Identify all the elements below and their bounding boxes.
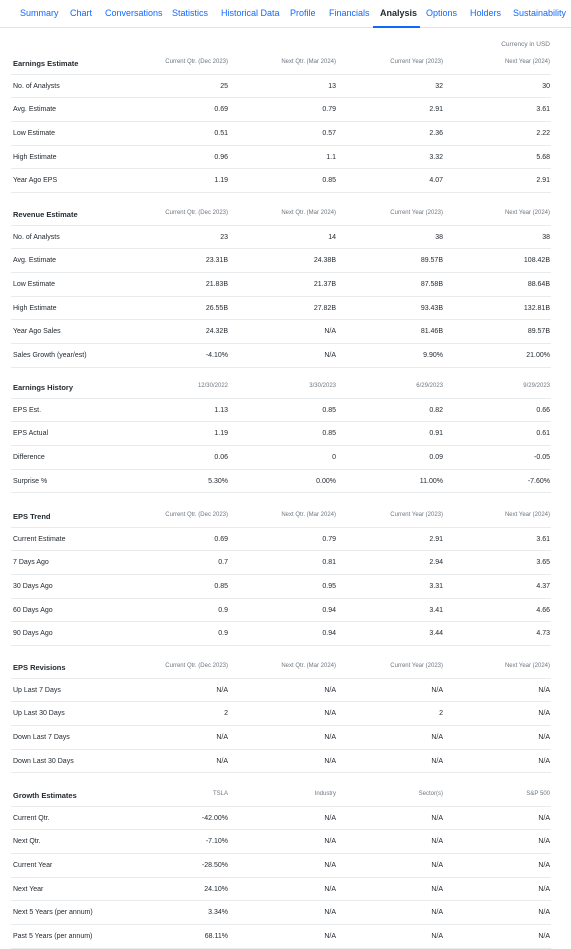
table-row <box>11 854 551 878</box>
table-revenue-estimate <box>11 202 551 368</box>
table-header-row <box>11 504 551 528</box>
column-header: 9/29/2023 <box>523 383 550 389</box>
row-label: Difference <box>13 454 45 462</box>
row-label: 30 Days Ago <box>13 583 53 591</box>
cell-value: 0.69 <box>214 535 228 543</box>
row-label: 60 Days Ago <box>13 606 53 614</box>
cell-value: 0.9 <box>218 606 228 614</box>
cell-value: N/A <box>431 885 443 893</box>
row-label: Current Estimate <box>13 535 66 543</box>
cell-value: 2.22 <box>536 130 550 138</box>
table-row <box>11 878 551 902</box>
cell-value: 21.83B <box>205 281 228 289</box>
cell-value: 0.57 <box>322 130 336 138</box>
active-tab-indicator <box>373 26 420 28</box>
cell-value: 0.09 <box>429 454 443 462</box>
row-label: High Estimate <box>13 153 57 161</box>
table-growth-estimates <box>11 783 551 949</box>
cell-value: 0.79 <box>322 106 336 114</box>
column-header: Next Year (2024) <box>504 512 550 518</box>
row-label: 7 Days Ago <box>13 559 49 567</box>
table-title: Growth Estimates <box>13 791 77 800</box>
cell-value: 0.85 <box>322 406 336 414</box>
cell-value: N/A <box>216 734 228 742</box>
table-row <box>11 702 551 726</box>
cell-value: 32 <box>435 82 443 90</box>
table-row <box>11 470 551 494</box>
cell-value: 93.43B <box>420 304 443 312</box>
column-header: Industry <box>314 791 336 797</box>
cell-value: 3.32 <box>429 153 443 161</box>
table-eps-trend <box>11 504 551 646</box>
table-row <box>11 273 551 297</box>
table-row <box>11 146 551 170</box>
tab-summary[interactable]: Summary <box>20 8 59 18</box>
cell-value: N/A <box>431 757 443 765</box>
quote-nav-tabs <box>0 0 571 28</box>
table-title: Earnings Estimate <box>13 59 79 68</box>
table-row <box>11 249 551 273</box>
table-row <box>11 750 551 774</box>
table-title: EPS Trend <box>13 512 51 521</box>
cell-value: N/A <box>324 710 336 718</box>
table-row <box>11 226 551 250</box>
cell-value: 30 <box>542 82 550 90</box>
table-title: Earnings History <box>13 383 74 392</box>
cell-value: 4.07 <box>429 177 443 185</box>
cell-value: 0.61 <box>536 430 550 438</box>
tab-conversations[interactable]: Conversations <box>105 8 163 18</box>
column-header: Next Year (2024) <box>504 59 550 65</box>
row-label: High Estimate <box>13 304 57 312</box>
cell-value: N/A <box>216 757 228 765</box>
table-row <box>11 446 551 470</box>
cell-value: N/A <box>324 862 336 870</box>
column-header: Next Year (2024) <box>504 210 550 216</box>
cell-value: 0.79 <box>322 535 336 543</box>
cell-value: 4.66 <box>536 606 550 614</box>
cell-value: N/A <box>538 686 550 694</box>
row-label: EPS Actual <box>13 430 49 438</box>
cell-value: 0.06 <box>214 454 228 462</box>
cell-value: 23 <box>220 233 228 241</box>
cell-value: N/A <box>324 933 336 941</box>
cell-value: 4.37 <box>536 583 550 591</box>
table-row <box>11 422 551 446</box>
cell-value: 3.61 <box>536 106 550 114</box>
cell-value: -4.10% <box>205 352 228 360</box>
cell-value: 14 <box>328 233 336 241</box>
column-header: Next Year (2024) <box>504 663 550 669</box>
row-label: Next Qtr. <box>13 838 41 846</box>
column-header: Current Qtr. (Dec 2023) <box>165 59 228 65</box>
table-eps-revisions <box>11 655 551 773</box>
cell-value: N/A <box>324 838 336 846</box>
row-label: No. of Analysts <box>13 82 60 90</box>
cell-value: 1.19 <box>214 177 228 185</box>
column-header: 12/30/2022 <box>197 383 228 389</box>
table-row <box>11 528 551 552</box>
cell-value: 0.82 <box>429 406 443 414</box>
cell-value: 0.91 <box>429 430 443 438</box>
cell-value: 1.13 <box>214 406 228 414</box>
cell-value: 68.11% <box>204 933 228 941</box>
cell-value: 3.44 <box>429 630 443 638</box>
cell-value: N/A <box>538 814 550 822</box>
row-label: Avg. Estimate <box>13 106 57 114</box>
cell-value: N/A <box>538 909 550 917</box>
cell-value: N/A <box>431 734 443 742</box>
cell-value: 2.94 <box>429 559 443 567</box>
row-label: No. of Analysts <box>13 233 60 241</box>
column-header: Current Year (2023) <box>390 59 443 65</box>
cell-value: N/A <box>431 933 443 941</box>
tab-historical-data[interactable]: Historical Data <box>221 8 280 18</box>
row-label: Current Year <box>13 862 53 870</box>
column-header: Current Year (2023) <box>390 210 443 216</box>
cell-value: 23.31B <box>205 257 228 265</box>
row-label: Past 5 Years (per annum) <box>13 933 93 941</box>
table-row <box>11 901 551 925</box>
cell-value: 0.94 <box>322 606 336 614</box>
cell-value: 3.31 <box>429 583 443 591</box>
cell-value: 1.1 <box>326 153 336 161</box>
table-title: Revenue Estimate <box>13 210 78 219</box>
cell-value: 0.51 <box>214 130 228 138</box>
cell-value: 25 <box>220 82 228 90</box>
table-title: EPS Revisions <box>13 663 66 672</box>
column-header: TSLA <box>212 791 228 797</box>
tab-analysis[interactable]: Analysis <box>380 8 418 18</box>
row-label: Down Last 30 Days <box>13 757 74 765</box>
cell-value: 2 <box>224 710 228 718</box>
cell-value: 0.95 <box>322 583 336 591</box>
cell-value: N/A <box>431 862 443 870</box>
row-label: Year Ago Sales <box>13 328 61 336</box>
cell-value: 0.96 <box>214 153 228 161</box>
cell-value: N/A <box>324 734 336 742</box>
cell-value: N/A <box>538 933 550 941</box>
table-row <box>11 169 551 193</box>
cell-value: N/A <box>324 757 336 765</box>
table-row <box>11 75 551 99</box>
tab-statistics[interactable]: Statistics <box>172 8 209 18</box>
column-header: Sector(s) <box>418 791 443 797</box>
row-label: Avg. Estimate <box>13 257 57 265</box>
cell-value: 89.57B <box>527 328 550 336</box>
row-label: Up Last 30 Days <box>13 710 65 718</box>
cell-value: N/A <box>538 862 550 870</box>
cell-value: 27.82B <box>313 304 336 312</box>
cell-value: 87.58B <box>420 281 443 289</box>
cell-value: 0.94 <box>322 630 336 638</box>
cell-value: N/A <box>538 757 550 765</box>
table-header-row <box>11 783 551 807</box>
cell-value: -7.10% <box>205 838 228 846</box>
cell-value: 0.85 <box>322 177 336 185</box>
table-earnings-estimate <box>11 51 551 193</box>
table-row <box>11 830 551 854</box>
cell-value: N/A <box>538 885 550 893</box>
cell-value: N/A <box>324 328 336 336</box>
column-header: Current Qtr. (Dec 2023) <box>165 512 228 518</box>
tab-sustainability[interactable]: Sustainability <box>513 8 567 18</box>
column-header: S&P 500 <box>526 791 550 797</box>
table-earnings-history <box>11 375 551 493</box>
cell-value: 38 <box>435 233 443 241</box>
cell-value: 13 <box>328 82 336 90</box>
table-row <box>11 320 551 344</box>
row-label: Down Last 7 Days <box>13 734 70 742</box>
row-label: Up Last 7 Days <box>13 686 61 694</box>
table-row <box>11 344 551 368</box>
table-header-row <box>11 202 551 226</box>
cell-value: 0.66 <box>536 406 550 414</box>
row-label: EPS Est. <box>13 406 42 414</box>
tab-profile[interactable]: Profile <box>290 8 316 18</box>
cell-value: 2.91 <box>429 535 443 543</box>
cell-value: N/A <box>431 838 443 846</box>
cell-value: 21.00% <box>526 352 550 360</box>
cell-value: 24.32B <box>205 328 228 336</box>
column-header: Next Qtr. (Mar 2024) <box>281 210 336 216</box>
cell-value: 3.34% <box>208 909 228 917</box>
cell-value: 2 <box>439 710 443 718</box>
cell-value: N/A <box>538 838 550 846</box>
cell-value: 3.41 <box>429 606 443 614</box>
cell-value: N/A <box>538 734 550 742</box>
cell-value: N/A <box>324 909 336 917</box>
cell-value: N/A <box>324 352 336 360</box>
table-row <box>11 122 551 146</box>
column-header: Current Year (2023) <box>390 512 443 518</box>
cell-value: 132.81B <box>523 304 550 312</box>
cell-value: 24.38B <box>313 257 336 265</box>
cell-value: 0.69 <box>214 106 228 114</box>
cell-value: 0.85 <box>214 583 228 591</box>
table-row <box>11 599 551 623</box>
cell-value: 0.81 <box>322 559 336 567</box>
table-row <box>11 575 551 599</box>
column-header: 3/30/2023 <box>309 383 336 389</box>
cell-value: 3.61 <box>536 535 550 543</box>
row-label: Low Estimate <box>13 281 56 289</box>
table-header-row <box>11 655 551 679</box>
row-label: Low Estimate <box>13 130 56 138</box>
cell-value: 0 <box>332 454 336 462</box>
cell-value: 5.68 <box>536 153 550 161</box>
row-label: Next Year <box>13 885 44 893</box>
cell-value: 81.46B <box>420 328 443 336</box>
row-label: Sales Growth (year/est) <box>13 352 87 360</box>
cell-value: 5.30% <box>208 477 228 485</box>
cell-value: -7.60% <box>527 477 550 485</box>
table-row <box>11 297 551 321</box>
cell-value: 3.65 <box>536 559 550 567</box>
table-header-row <box>11 375 551 399</box>
cell-value: 1.19 <box>214 430 228 438</box>
tab-financials[interactable]: Financials <box>329 8 370 18</box>
cell-value: N/A <box>324 885 336 893</box>
cell-value: 2.36 <box>429 130 443 138</box>
table-row <box>11 399 551 423</box>
cell-value: N/A <box>216 686 228 694</box>
cell-value: N/A <box>538 710 550 718</box>
table-row <box>11 925 551 949</box>
row-label: 90 Days Ago <box>13 630 53 638</box>
column-header: Next Qtr. (Mar 2024) <box>281 59 336 65</box>
tab-options[interactable]: Options <box>426 8 458 18</box>
tab-holders[interactable]: Holders <box>470 8 502 18</box>
column-header: Next Qtr. (Mar 2024) <box>281 512 336 518</box>
table-row <box>11 679 551 703</box>
cell-value: N/A <box>431 814 443 822</box>
row-label: Year Ago EPS <box>13 177 58 185</box>
column-header: Current Year (2023) <box>390 663 443 669</box>
table-row <box>11 622 551 646</box>
cell-value: N/A <box>431 909 443 917</box>
cell-value: 0.9 <box>218 630 228 638</box>
row-label: Next 5 Years (per annum) <box>13 909 93 917</box>
column-header: 6/29/2023 <box>416 383 443 389</box>
cell-value: 89.57B <box>420 257 443 265</box>
cell-value: 108.42B <box>523 257 550 265</box>
cell-value: 0.00% <box>316 477 336 485</box>
table-row <box>11 807 551 831</box>
cell-value: 4.73 <box>536 630 550 638</box>
cell-value: 26.55B <box>205 304 228 312</box>
row-label: Current Qtr. <box>13 814 50 822</box>
column-header: Next Qtr. (Mar 2024) <box>281 663 336 669</box>
table-row <box>11 726 551 750</box>
cell-value: 2.91 <box>429 106 443 114</box>
cell-value: 2.91 <box>536 177 550 185</box>
cell-value: 24.10% <box>204 885 228 893</box>
table-row <box>11 98 551 122</box>
cell-value: N/A <box>324 686 336 694</box>
cell-value: 9.90% <box>423 352 443 360</box>
row-label: Surprise % <box>13 477 48 485</box>
column-header: Current Qtr. (Dec 2023) <box>165 210 228 216</box>
cell-value: 0.85 <box>322 430 336 438</box>
table-row <box>11 551 551 575</box>
currency-note: Currency in USD <box>501 41 550 48</box>
tab-chart[interactable]: Chart <box>70 8 93 18</box>
cell-value: -28.50% <box>201 862 228 870</box>
cell-value: 0.7 <box>218 559 228 567</box>
table-header-row <box>11 51 551 75</box>
cell-value: 38 <box>542 233 550 241</box>
cell-value: 88.64B <box>527 281 550 289</box>
cell-value: -42.00% <box>201 814 228 822</box>
cell-value: N/A <box>324 814 336 822</box>
cell-value: N/A <box>431 686 443 694</box>
column-header: Current Qtr. (Dec 2023) <box>165 663 228 669</box>
cell-value: 11.00% <box>419 477 443 485</box>
cell-value: 21.37B <box>313 281 336 289</box>
cell-value: -0.05 <box>534 454 550 462</box>
